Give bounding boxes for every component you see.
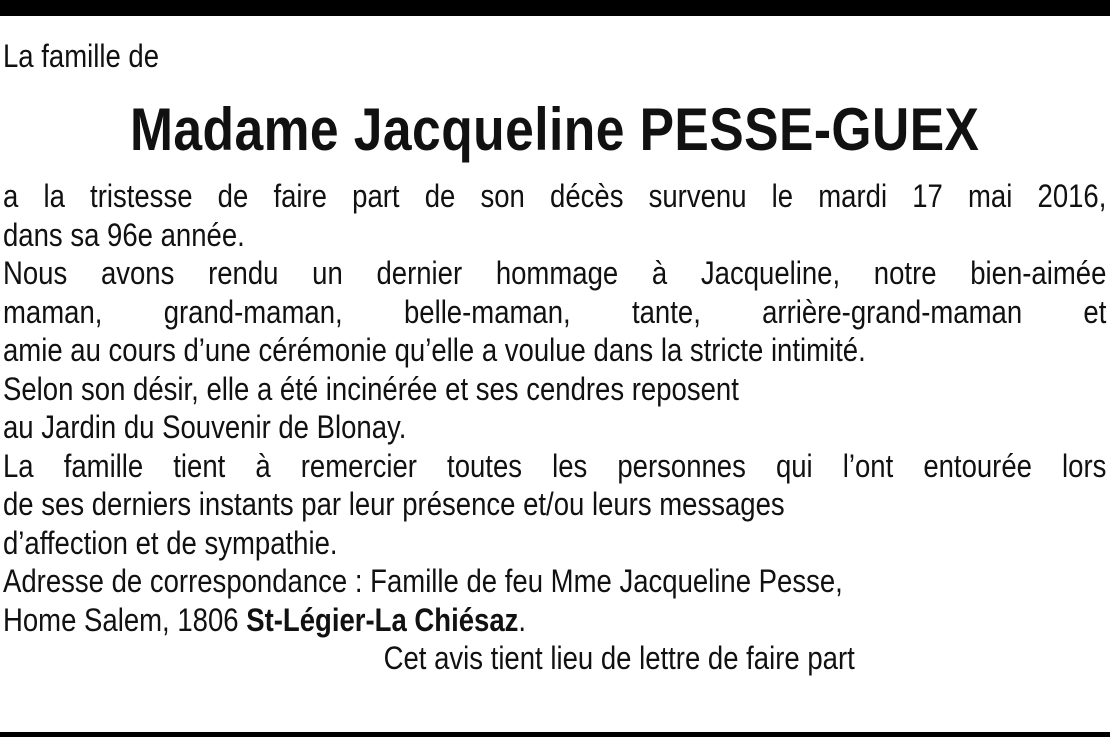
notice-line-12 bbox=[3, 602, 1106, 641]
closing-note: Cet avis tient lieu de lettre de faire part bbox=[383, 640, 855, 676]
notice-line-2: dans sa 96e année. bbox=[3, 216, 245, 253]
bottom-border bbox=[0, 732, 1110, 737]
top-border bbox=[0, 0, 1110, 16]
notice-line-8: La famille tient à remercier toutes les personnes qui l’ont entourée lors bbox=[3, 447, 1107, 484]
notice-line-7: au Jardin du Souvenir de Blonay. bbox=[3, 409, 407, 445]
notice-line-4: maman, grand-maman, belle-maman, tante, arrière-grand-maman et bbox=[3, 293, 1107, 330]
notice-line-9: de ses derniers instants par leur présence et/ou leurs messages bbox=[3, 486, 785, 522]
death-notice bbox=[3, 38, 1106, 676]
notice-line-5: amie au cours d’une cérémonie qu’elle a voulue dans la stricte intimité. bbox=[3, 332, 866, 368]
address-prefix: Home Salem, 1806 bbox=[3, 601, 247, 638]
notice-line-11: Adresse de correspondance : Famille de feu Mme Jacqueline Pesse, bbox=[3, 563, 843, 599]
notice-line-10: d’affection et de sympathie. bbox=[3, 524, 338, 561]
notice-line-1: a la tristesse de faire part de son décès survenu le mardi 17 mai 2016, bbox=[3, 178, 1107, 214]
deceased-name: Madame Jacqueline PESSE-GUEX bbox=[129, 96, 980, 163]
notice-line-3: Nous avons rendu un dernier hommage à Jacqueline, notre bien-aimée bbox=[3, 255, 1107, 291]
address-suffix: . bbox=[518, 601, 527, 638]
notice-intro: La famille de bbox=[3, 38, 160, 74]
notice-line-6: Selon son désir, elle a été incinérée et ses cendres reposent bbox=[3, 370, 739, 407]
address-place: St-Légier-La Chiésaz bbox=[246, 601, 519, 638]
